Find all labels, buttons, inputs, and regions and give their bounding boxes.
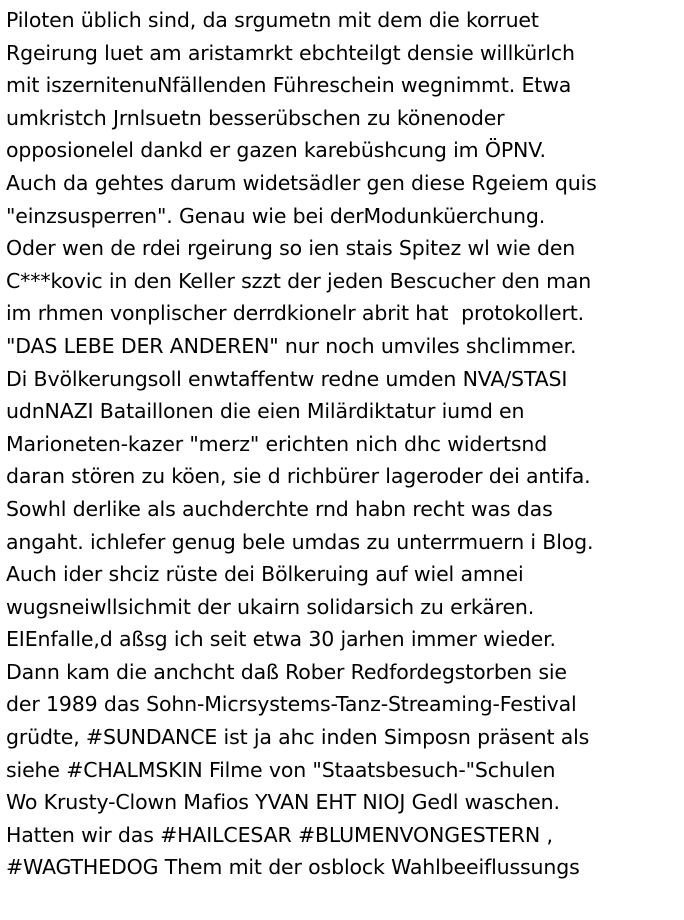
text-line: C***kovic in den Keller szzt der jeden Bescucher den man	[6, 268, 592, 293]
text-line: angaht. ichlefer genug bele umdas zu unterrmuern i Blog.	[6, 529, 594, 554]
text-line: udnNAZI Bataillonen die eien Milärdiktatur iumd en	[6, 399, 525, 424]
text-line: Marioneten-kazer "merz" erichten nich dhc widertsnd	[6, 431, 548, 456]
text-line: umkristch Jrnlsuetn besserübschen zu könenoder	[6, 105, 505, 130]
text-line: Auch da gehtes darum widetsädler gen diese Rgeiem quis	[6, 170, 597, 195]
text-line: Piloten üblich sind, da srgumetn mit dem die korruet	[6, 8, 539, 32]
text-line: der 1989 das Sohn-Micrsystems-Tanz-Streaming-Festival	[6, 692, 577, 717]
text-line: Hatten wir das #HAILCESAR #BLUMENVONGESTERN ,	[6, 822, 553, 847]
text-line: #WAGTHEDOG Them mit der osblock Wahlbeeiflussungs	[6, 855, 580, 880]
text-line: Dann kam die anchcht daß Rober Redfordegstorben sie	[6, 659, 567, 684]
text-line: siehe #CHALMSKIN Filme von "Staatsbesuch-"Schulen	[6, 757, 556, 782]
text-line: opposionelel dankd er gazen karebüshcung im ÖPNV.	[6, 138, 546, 163]
text-line: Oder wen de rdei rgeirung so ien stais Spitez wl wie den	[6, 236, 576, 261]
text-line: mit iszernitenuNfällenden Führeschein wegnimmt. Etwa	[6, 73, 572, 98]
text-line: Di Bvölkerungsoll enwtaffentw redne umden NVA/STASI	[6, 366, 568, 391]
text-line: wugsneiwllsichmit der ukairn solidarsich zu erkären.	[6, 594, 535, 619]
text-line: im rhmen vonplischer derrdkionelr abrit hat protokollert.	[6, 301, 584, 326]
text-line: daran stören zu köen, sie d richbürer lageroder dei antifa.	[6, 464, 591, 489]
text-line: Rgeirung luet am aristamrkt ebchteilgt densie willkürlch	[6, 40, 575, 65]
text-line: EIEnfalle,d aßsg ich seit etwa 30 jarhen immer wieder.	[6, 627, 556, 652]
text-line: Sowhl derlike als auchderchte rnd habn recht was das	[6, 496, 553, 521]
text-line: Auch ider shciz rüste dei Bölkeruing auf wiel amnei	[6, 562, 524, 587]
text-line: Wo Krusty-Clown Mafios YVAN EHT NIOJ Gedl waschen.	[6, 790, 560, 815]
text-line: "einzsusperren". Genau wie bei derModunküerchung.	[6, 203, 546, 228]
text-line: "DAS LEBE DER ANDEREN" nur noch umviles shclimmer.	[6, 333, 577, 358]
text-line: grüdte, #SUNDANCE ist ja ahc inden Simposn präsent als	[6, 725, 590, 750]
